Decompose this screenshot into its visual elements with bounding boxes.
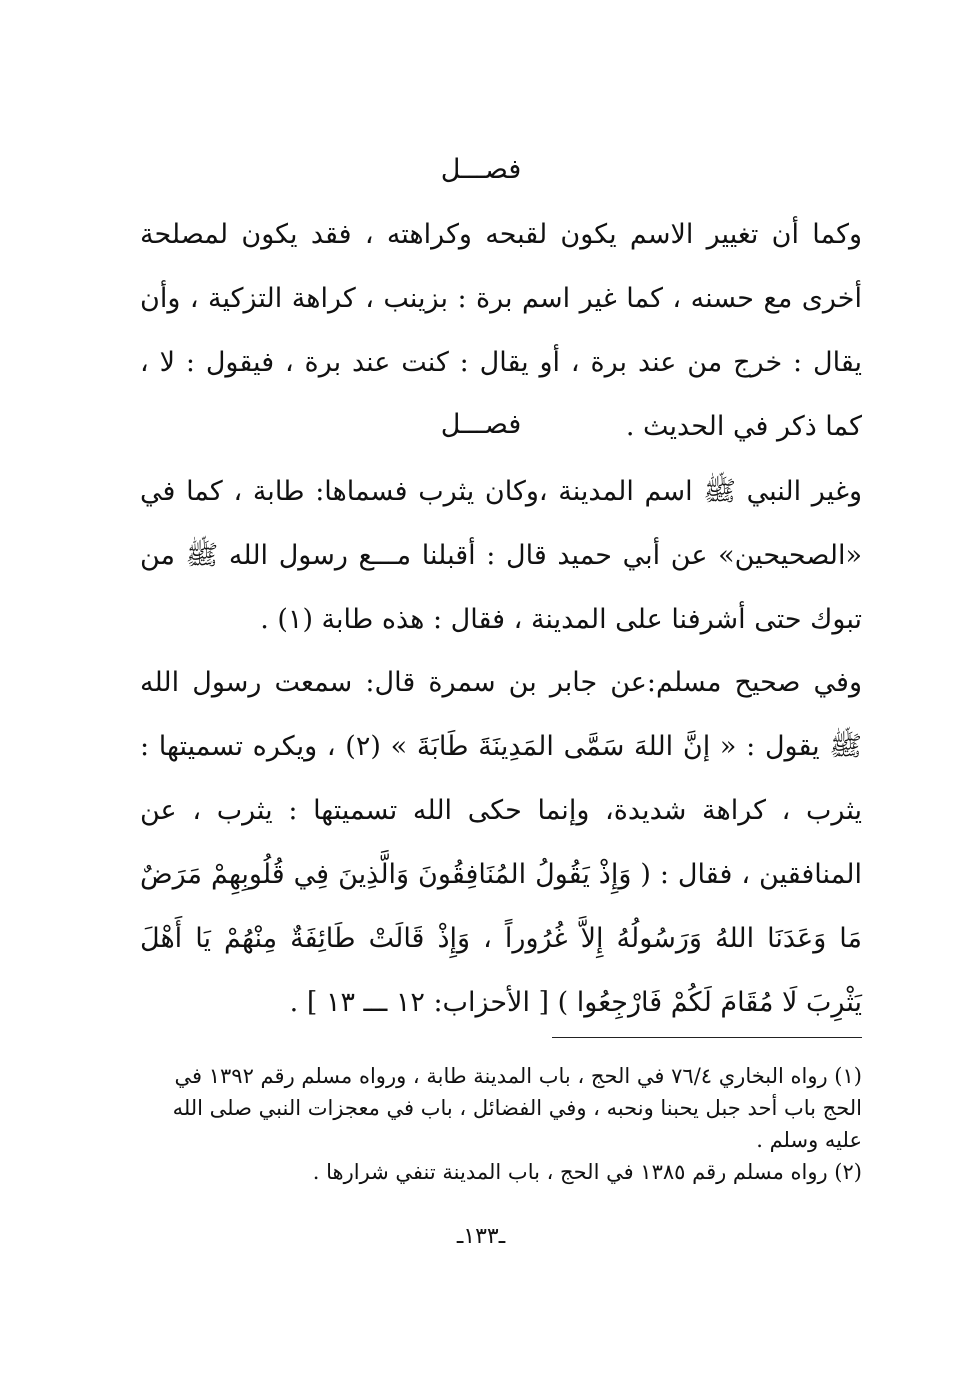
section-1-paragraph: وكما أن تغيير الاسم يكون لقبحه وكراهته ، فقد يكون لمصلحة أخرى مع حسنه ، كما غير اسم برة : بزينب ، كراهة التزكية ، وأن يقال : خرج من عند برة ، أو يقال : كنت عند برة ، فيقول : لا ، كما ذكر في الحديث . <box>140 219 862 442</box>
section-heading-2: فصـــل <box>440 409 522 440</box>
section-2-paragraph-1: وغير النبي ﷺ اسم المدينة ،وكان يثرب فسماها: طابة ، كما في «الصحيحين» عن أبي حميد قال : أقبلنا مـــع رسول الله ﷺ من تبوك حتى أشرفنا على المدينة ، فقال : هذه طابة (١) . <box>140 476 863 635</box>
footnote-divider <box>552 1037 862 1038</box>
footnote-1: (١) رواه البخاري ٧٦/٤ في الحج ، باب المدينة طابة ، ورواه مسلم رقم ١٣٩٢ في الحج باب أحد جبل يحبنا ونحبه ، وفي الفضائل ، باب في معجزات النبي صلى الله عليه وسلم . <box>172 1064 862 1152</box>
section-2-paragraph-2: وفي صحيح مسلم:عن جابر بن سمرة قال: سمعت رسول الله ﷺ يقول : « إنَّ اللهَ سَمَّى المَدِينَةَ طَابَةَ » (٢) ، ويكره تسميتها : يثرب ، كراهة شديدة، وإنما حكى الله تسميتها : يثرب ، عن المنافقين ، فقال : ( وَإِذْ يَقُولُ المُنَافِقُونَ وَالَّذِينَ فِي قُلُوبِهِمْ مَرَضٌ مَا وَعَدَنَا اللهُ وَرَسُولُهُ إِلاَّ غُرُوراً ، وَإِذْ قَالَتْ طَائِفَةٌ مِنْهُمْ يَا أَهْلَ يَثْرِبَ لَا مُقَامَ لَكُمْ فَارْجِعُوا ) [ الأحزاب: ١٢ ـــ ١٣ ] . <box>140 667 863 1018</box>
section-heading-1: فصـــل <box>440 154 522 185</box>
page-number: ـ١٣٣ـ <box>456 1224 506 1249</box>
footnotes <box>140 1060 862 1188</box>
footnote-2: (٢) رواه مسلم رقم ١٣٨٥ في الحج ، باب المدينة تنفي شرارها . <box>312 1160 862 1184</box>
